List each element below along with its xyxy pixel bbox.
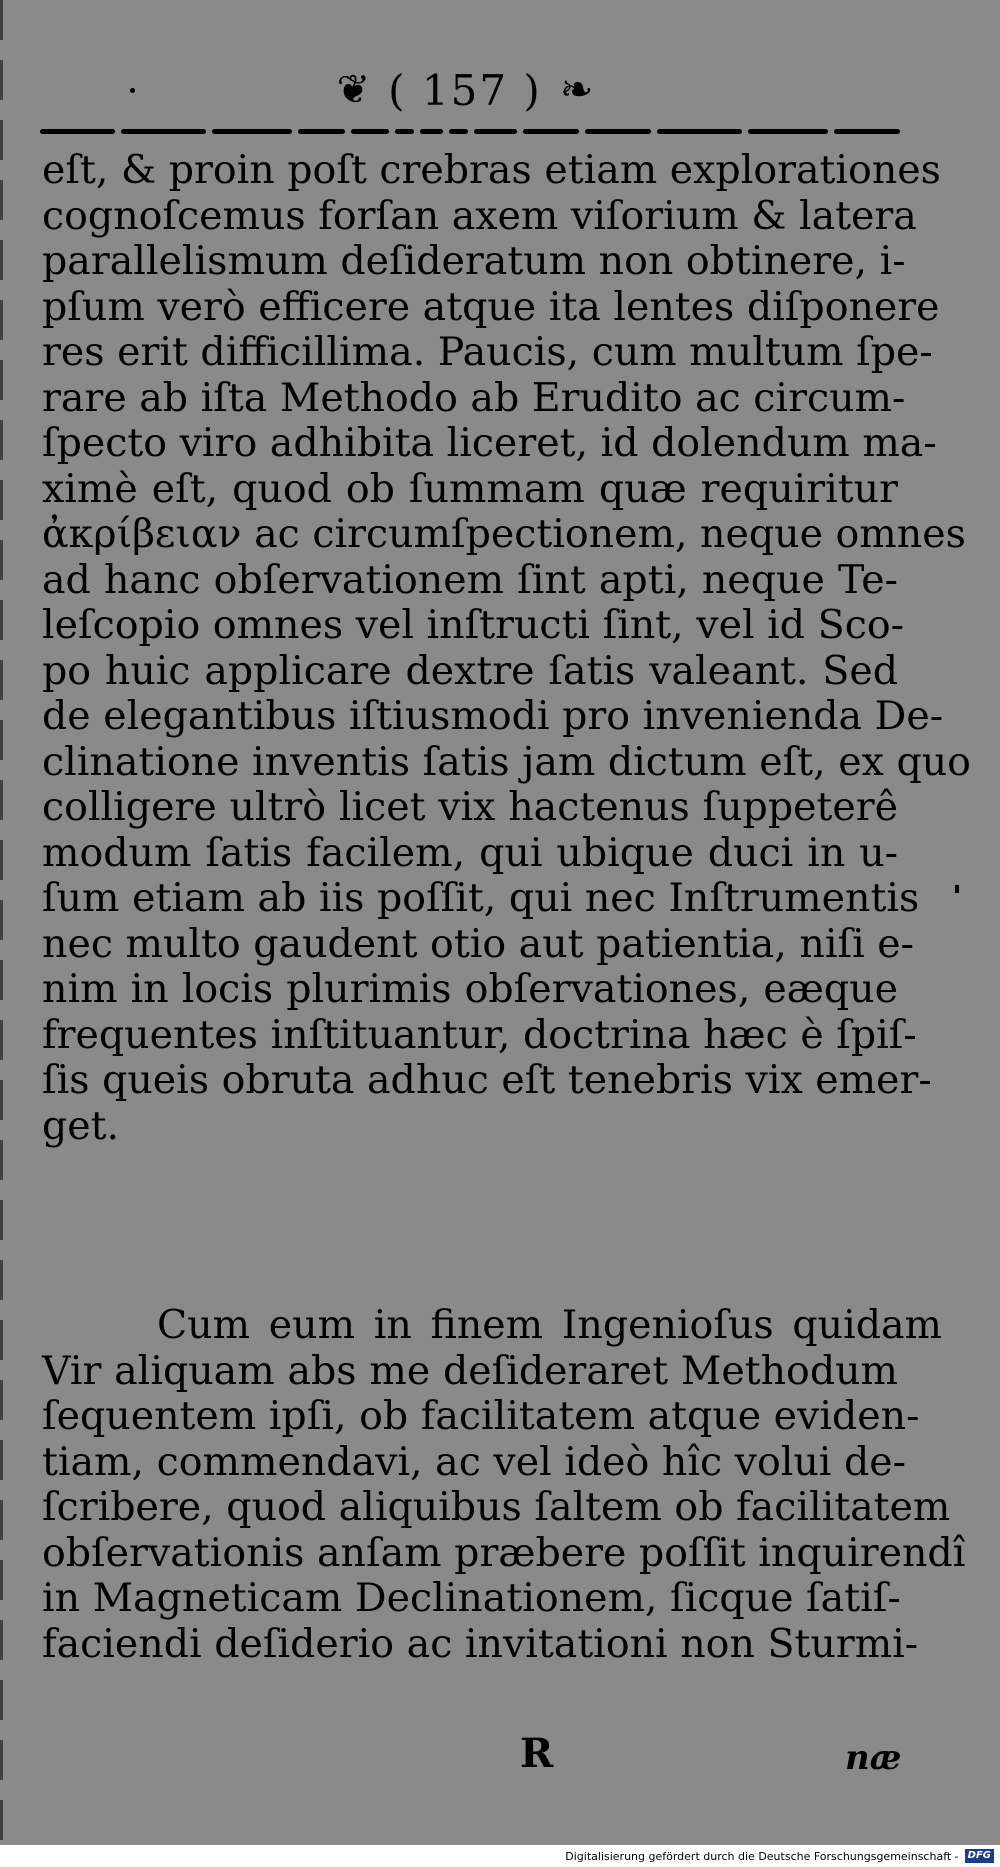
ink-speck [130,88,135,93]
paragraph-2 [42,1302,966,1667]
text-line: ximè eſt, quod ob ſummam quæ requiritur [42,465,898,512]
page-header [300,60,630,120]
text-line: tiam, commendavi, ac vel ideò hîc volui de- [42,1438,907,1485]
text-line: ſcribere, quod aliquibus ſaltem ob facilitatem [42,1484,951,1530]
text-line: obſervationis anſam præbere poſſit inquirendî [42,1529,966,1576]
dfg-logo-icon: DFG [965,1849,994,1863]
text-line: ſis queis obruta adhuc eſt tenebris vix emer- [42,1057,932,1103]
text-line: ſum etiam ab iis poſſit, qui nec Inſtrumentis [42,875,920,921]
digitization-footer [0,1845,1000,1867]
text-line: res erit difficillima. Paucis, cum multum ſpe- [42,329,933,375]
text-line: ἀκρίβειαν ac circumſpectionem, neque omnes [42,511,966,557]
paragraph-1 [42,147,971,1149]
text-line: nim in locis plurimis obſervationes, eæque [42,966,898,1012]
text-line: pſum verò efficere atque ita lentes diſponere [42,283,940,330]
page-edge-shadow [0,0,3,1867]
text-line: ſequentem ipſi, ob facilitatem atque eviden- [42,1393,920,1439]
left-ornament-icon: ❦ [336,67,371,113]
text-line: in Magneticam Declinationem, ſicque ſatiſ- [42,1575,901,1621]
text-line: de elegantibus iſtiusmodi pro invenienda De- [42,693,944,739]
right-ornament-icon: ❧ [559,67,594,113]
header-rule [40,126,900,136]
text-line: leſcopio omnes vel inſtructi ſint, vel id Sco- [42,602,904,648]
text-line: nec multo gaudent otio aut patientia, niſi e- [42,920,915,967]
signature-mark: R [520,1730,554,1777]
margin-mark [955,885,959,893]
text-line: po huic applicare dextre ſatis valeant. Sed [42,647,898,694]
text-line: clinatione inventis ſatis jam dictum eſt, ex quo [42,738,971,785]
text-line: rare ab iſta Methodo ab Erudito ac circum- [42,374,906,421]
catchword: næ [845,1738,902,1778]
text-line: ſpecto viro adhibita liceret, id dolendum ma- [42,420,937,466]
text-line: Vir aliquam abs me deſideraret Methodum [42,1347,898,1394]
text-line: parallelismum deſideratum non obtinere, i- [42,238,906,284]
text-line: get. [42,1102,120,1149]
page-number: ( 157 ) [388,65,542,115]
text-line: modum ſatis facilem, qui ubique duci in u- [42,829,898,876]
text-line: frequentes inſtituantur, doctrina hæc è ſpiſ- [42,1011,917,1058]
text-line: ad hanc obſervationem ſint apti, neque Te- [42,556,898,603]
footer-credit: Digitalisierung gefördert durch die Deutsche Forschungsgemeinschaft - [565,1849,959,1863]
text-line: faciendi deſiderio ac invitationi non Sturmi- [42,1620,919,1667]
text-line: eſt, & proin poſt crebras etiam explorationes [42,147,941,193]
text-line: cognoſcemus forſan axem viſorium & latera [42,192,917,239]
text-line: colligere ultrò licet vix hactenus ſuppeterê [42,784,898,830]
text-line: Cum eum in finem Ingenioſus quidam [157,1302,942,1348]
